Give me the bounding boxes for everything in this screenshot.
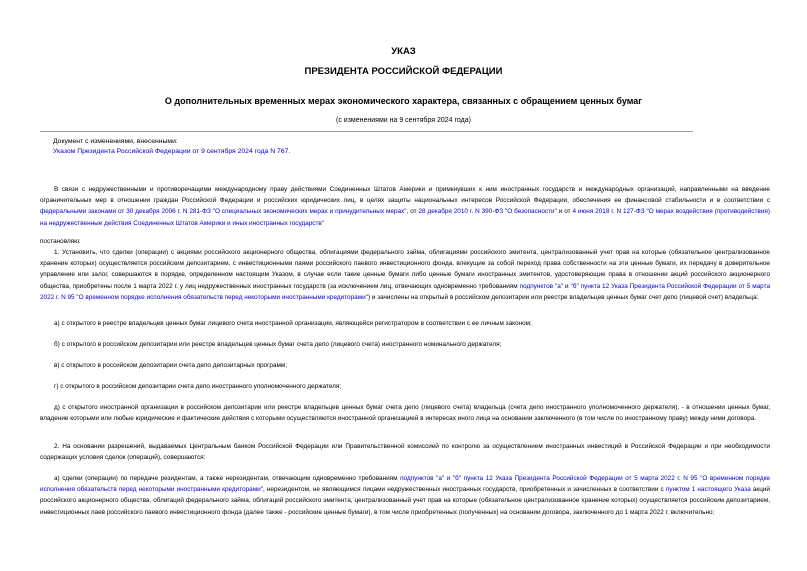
- sub-item-d: д) с открытого иностранной организации в российском депозитарии или реестре владельцев ценных бумаг счета депо (лицевого счета) владельца (счета депо иностранного уполномоченного держателя), - в отношении ценных бумаг, владение которыми или любые юридические и фактические действия с которыми осуществляются иностранной организацией в интересах иного лица на основании заключенного (в том числе по иностранному праву) между ними договора.: [40, 404, 770, 423]
- item2a-text-2: , нерезидентом, не являющимся лицами недружественных иностранных государств, приобретенных и зачисленных в соответствии с: [262, 486, 666, 494]
- revision-label: Документ с изменениями, внесенными:: [53, 138, 178, 145]
- item1-text-1: 1. Установить, что сделки (операции) с акциями российского акционерного общества, облигациями федерального займа, облигациями российского эмитента, централизованный учет прав на которые (обязательное централизованное хранение которых) осуществляется российским депозитарием, с инвестиционными паями российского паевого инвестиционного фонда, влекущие за собой переход права собственности на эти ценные бумаги, их передачу в доверительное управление или залог, совершаются в порядке, определенном настоящим Указом, в случае если такие ценные бумаги либо ценные бумаги иностранных эмитентов, удостоверяющие права в отношении акций российского акционерного общества, приобретены после 1 марта 2022 г. у лиц недружественных иностранных государств (за исключением лиц, отвечающих одновременно требованиям: [40, 249, 770, 290]
- revision-box: [40, 131, 693, 157]
- law-link-390[interactable]: 28 декабря 2010 г. N 390-ФЗ "О безопасности": [418, 208, 557, 216]
- sub-item-b: б) с открытого в российском депозитарии или реестре владельцев ценных бумаг счета депо (лицевого счета) иностранного номинального держателя;: [54, 341, 502, 348]
- item-2-paragraph: 2. На основании разрешений, выдаваемых Центральным банком Российской Федерации или Правительственной комиссией по контролю за осуществлением иностранных инвестиций в Российской Федерации и при необходимости содержащих условия сделок (операций), совершаются:: [40, 443, 770, 462]
- sub-item-g: г) с открытого в российском депозитарии счета депо иностранного уполномоченного держателя;: [54, 383, 342, 390]
- doc-revision-note: (с изменениями на 9 сентября 2024 года): [336, 117, 471, 124]
- preamble-text-2: , от: [406, 208, 419, 216]
- doc-title-line1: УКАЗ: [391, 46, 416, 57]
- item-2a-paragraph: [40, 473, 770, 518]
- law-link-127[interactable]: 4 июня 2018 г. N 127-ФЗ "О мерах воздействия (противодействия) на недружественные действия Соединенных Штатов Америки и иных иностранных государств": [40, 208, 770, 227]
- item1-text-3: ) и зачислены на открытый в российском депозитарии или реестре владельцев ценных бумаг счет депо (лицевой счет) владельца:: [367, 293, 759, 301]
- item1-link-decree-95[interactable]: "б" пункта 12 Указа Президента Российской Федерации от 5 марта 2022 г. N 95 "О временном порядке исполнения обязательств перед некоторыми иностранными кредиторами": [40, 282, 771, 301]
- preamble-text-3: и от: [556, 208, 573, 216]
- law-link-281[interactable]: федеральными законами от 30 декабря 2006 г. N 281-ФЗ "О специальных экономических мерах и принудительных мерах": [40, 208, 407, 216]
- doc-subject: О дополнительных временных мерах экономического характера, связанных с обращением ценных бумаг: [164, 96, 643, 106]
- doc-title-line2: ПРЕЗИДЕНТА РОССИЙСКОЙ ФЕДЕРАЦИИ: [304, 66, 503, 77]
- sub-item-a: а) с открытого в реестре владельцев ценных бумаг лицевого счета иностранной организации, являющейся регистратором в соответствии с ее личным законом;: [54, 320, 532, 327]
- revision-link[interactable]: Указом Президента Российской Федерации от 9 сентября 2024 года N 767.: [53, 148, 291, 155]
- item-1-paragraph: [40, 247, 770, 303]
- item2a-text-1: а) сделки (операции) по передаче резидентам, а также нерезидентам, отвечающим одновременно требованиям: [54, 475, 401, 482]
- preamble-paragraph: [40, 184, 770, 229]
- item2a-link-point-1[interactable]: пунктом 1 настоящего Указа: [665, 486, 751, 494]
- item2a-text-3: акций российского акционерного общества, облигаций федерального займа, облигаций российского эмитента, централизованный учет прав на которые (обязательное централизованное хранение которых) осуществляется российским депозитарием, инвестиционных паев российского паевого инвестиционного фонда (далее также - российские ценные бумаги), в том числе приобретенных (полученных) на основании договора, заключенного до 1 марта 2022 г. включительно;: [40, 486, 770, 516]
- item2a-link-decree-95[interactable]: подпунктов "а" и "б" пункта 12 Указа Президента Российской Федерации от 5 марта 2022 г. N 95 "О временном порядке исполнения обязательств перед некоторыми иностранными кредиторами": [40, 475, 770, 494]
- decree-word: постановляю:: [40, 238, 81, 245]
- sub-item-v: в) с открытого в российском депозитарии счета депо депозитарных программ;: [54, 362, 288, 369]
- item1-text-2: и: [563, 282, 571, 290]
- preamble-text-1: В связи с недружественными и противоречащими международному праву действиями Соединенных Штатов Америки и примкнувших к ним иностранных государств и международных организаций, направленными на введение ограничительных мер в отношении граждан Российской Федерации и российских юридических лиц, в целях защиты национальных интересов Российской Федерации, обеспечения ее финансовой стабильности и в соответствии с: [40, 186, 770, 205]
- item1-link-subpoints[interactable]: подпунктов "а": [519, 282, 564, 290]
